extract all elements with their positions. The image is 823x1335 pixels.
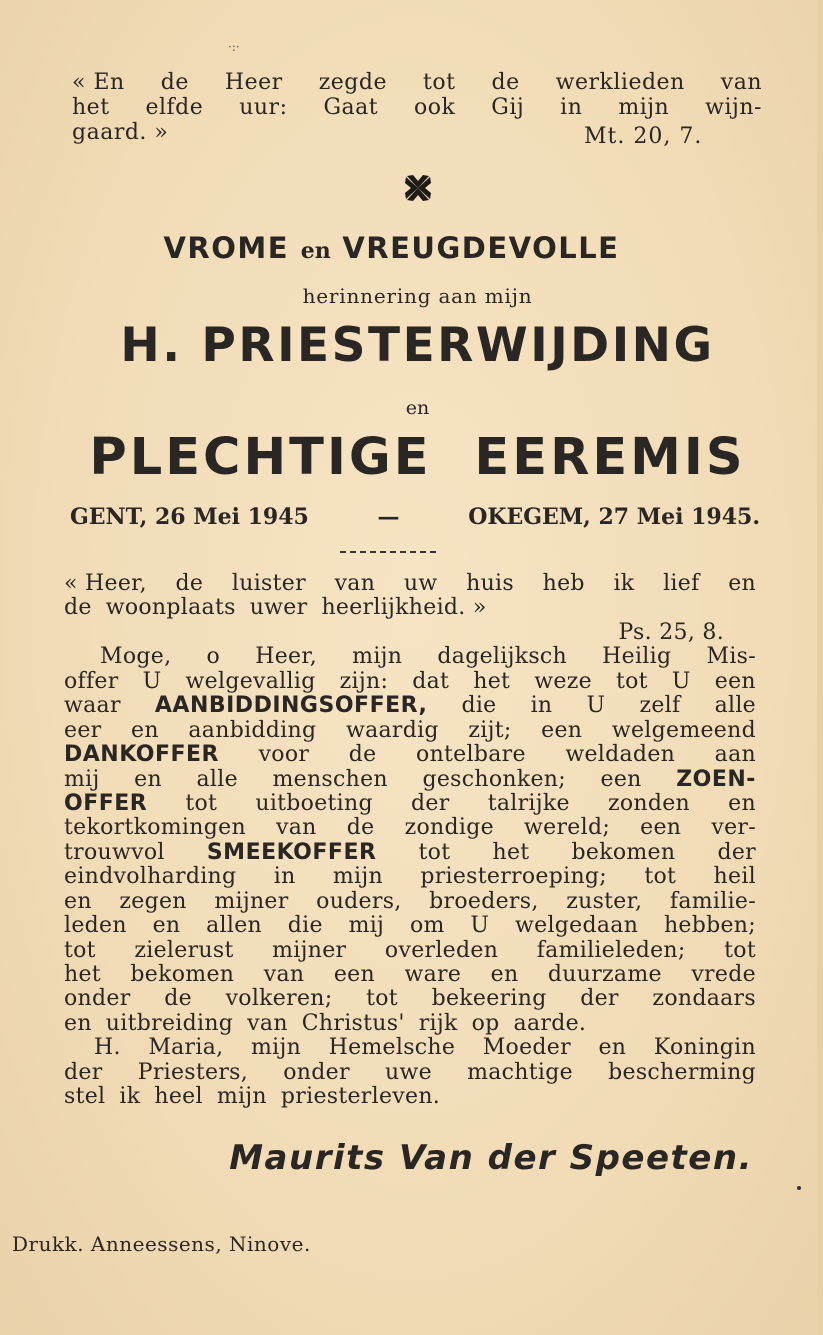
- word: mij: [64, 766, 100, 792]
- quote-word: het: [72, 95, 110, 120]
- word: en: [64, 888, 92, 914]
- word: uwe: [384, 1059, 432, 1085]
- word: zuster,: [566, 888, 643, 914]
- word: mij: [348, 913, 385, 939]
- word: familieleden;: [536, 937, 686, 963]
- text-line: [64, 792, 756, 816]
- word: mijn: [250, 1035, 302, 1061]
- word: rijk: [418, 1010, 458, 1036]
- word: Maria,: [148, 1035, 224, 1061]
- word: huis: [466, 571, 514, 596]
- word: en: [598, 1035, 627, 1061]
- signature: Maurits Van der Speeten.: [229, 1138, 753, 1178]
- word: het: [473, 668, 511, 694]
- quote-word: Gaat: [323, 95, 379, 120]
- word: tot: [615, 668, 648, 694]
- text-line: [64, 768, 756, 792]
- word: ouders,: [316, 888, 402, 914]
- quote-word: ook: [414, 95, 456, 120]
- word: Hemelsche: [328, 1035, 456, 1061]
- maltese-cross-icon: [402, 172, 434, 204]
- word: Priesters,: [137, 1059, 249, 1085]
- printer-credit: Drukk. Anneessens, Ninove.: [12, 1232, 311, 1256]
- word: « Heer,: [64, 571, 147, 596]
- word: tot: [724, 937, 756, 963]
- word: ik: [119, 1084, 141, 1110]
- quote-line: [72, 95, 762, 120]
- quote-line: [72, 70, 762, 95]
- word: het: [64, 962, 101, 987]
- word: aarde.: [513, 1010, 587, 1036]
- word: duurzame: [547, 962, 662, 987]
- text-line: [64, 865, 756, 889]
- divider-rule: [340, 551, 436, 553]
- word: der: [64, 1059, 103, 1085]
- word: onder: [64, 986, 131, 1012]
- quote-word: gaard. »: [72, 120, 169, 145]
- word: tot: [64, 937, 96, 963]
- word: woonplaats: [105, 595, 236, 621]
- word: ik: [613, 571, 635, 596]
- word: welgemeend: [611, 717, 756, 743]
- text-line: [64, 596, 756, 620]
- word: ver-: [711, 815, 756, 841]
- word: overleden: [384, 937, 499, 963]
- title-priesterwijding: H. PRIESTERWIJDING: [120, 318, 715, 373]
- word: waardig: [345, 717, 439, 743]
- text-line: [64, 1085, 756, 1109]
- word: en: [490, 962, 519, 987]
- text-line: [64, 841, 756, 865]
- word: tot: [185, 790, 218, 816]
- word: en: [131, 717, 159, 743]
- word: mijner: [214, 888, 289, 914]
- word: van: [263, 962, 305, 987]
- word: leden: [64, 913, 127, 939]
- word: U: [142, 668, 162, 694]
- word: de: [348, 742, 377, 768]
- word: Koningin: [653, 1035, 756, 1061]
- word: weze: [534, 668, 592, 694]
- quote-word: de: [491, 70, 520, 95]
- word: lief: [663, 571, 700, 596]
- word: in: [530, 693, 553, 719]
- word: welgevallig: [185, 668, 316, 694]
- quote-word: elfde: [145, 95, 204, 120]
- word: waar: [64, 693, 121, 719]
- word: dat: [412, 668, 450, 694]
- word: offer: [64, 668, 119, 694]
- print-speck: [797, 1186, 801, 1190]
- word: weldaden: [565, 742, 676, 768]
- word: de: [346, 815, 375, 841]
- quote-word: van: [720, 70, 762, 95]
- word: zondige: [404, 815, 494, 841]
- word: tot: [366, 986, 398, 1012]
- word: van: [334, 571, 376, 596]
- heading-vrome: [0, 231, 783, 265]
- word: trouwvol: [64, 839, 165, 865]
- text-line: [64, 939, 756, 963]
- text-line: [64, 1036, 756, 1060]
- heading-en-word: en: [300, 238, 331, 264]
- word: en: [728, 571, 756, 596]
- word: Moeder: [482, 1035, 571, 1061]
- word: zonden: [607, 790, 691, 816]
- emphasized-word: OFFER: [64, 790, 148, 816]
- word: U: [671, 668, 691, 694]
- word: om: [409, 913, 445, 939]
- word: van: [247, 1010, 288, 1036]
- word: hebben;: [663, 913, 756, 939]
- word: en: [728, 790, 756, 816]
- word: geschonken;: [422, 766, 566, 792]
- word: in: [273, 864, 296, 890]
- word: alle: [196, 766, 238, 792]
- word: die: [461, 693, 497, 719]
- word: onder: [283, 1059, 350, 1085]
- text-line: [64, 645, 756, 669]
- word: aan: [714, 742, 756, 768]
- text-line: [64, 1012, 756, 1036]
- word: menschen: [272, 766, 388, 792]
- word: dagelijksch: [437, 644, 568, 670]
- word: een: [333, 962, 375, 987]
- word: en: [152, 913, 181, 939]
- word: de: [164, 986, 192, 1012]
- word: wereld;: [524, 815, 611, 841]
- word: zielerust: [134, 937, 234, 963]
- text-line: [64, 621, 756, 645]
- quote-word: in: [560, 95, 583, 120]
- word: der: [580, 986, 619, 1012]
- word: U: [586, 693, 606, 719]
- quote-word: tot: [423, 70, 456, 95]
- word: de: [64, 595, 92, 621]
- text-line: [64, 743, 756, 767]
- text-line: [64, 670, 756, 694]
- prayer-text: [64, 572, 756, 1110]
- title-plechtige-eeremis: PLECHTIGE EEREMIS: [89, 428, 746, 487]
- quote-word: de: [160, 70, 189, 95]
- word: een: [640, 815, 682, 841]
- quote-word: uur:: [239, 95, 288, 120]
- ornament-dots: ·:·: [228, 40, 240, 54]
- word: der: [717, 839, 756, 865]
- word: uitboeting: [255, 790, 373, 816]
- word: voor: [258, 742, 310, 768]
- text-line: [64, 1061, 756, 1085]
- word: mijner: [272, 937, 347, 963]
- word: bekomen: [130, 962, 235, 987]
- word: uwer: [249, 595, 308, 621]
- text-line: [64, 987, 756, 1011]
- heading-herinnering: herinnering aan mijn: [302, 284, 533, 308]
- word: machtige: [467, 1059, 573, 1085]
- word: priesterroeping;: [420, 864, 608, 890]
- quote-word: werklieden: [555, 70, 685, 95]
- word: een: [541, 717, 583, 743]
- word: heb: [542, 571, 585, 596]
- text-line: [64, 694, 756, 718]
- word: zijn:: [339, 668, 389, 694]
- date-dash: —: [377, 504, 400, 530]
- word: bescherming: [608, 1059, 756, 1085]
- word: ware: [404, 962, 462, 987]
- word: Moge,: [100, 644, 172, 670]
- word: o: [206, 644, 221, 670]
- word: tot: [418, 839, 451, 865]
- word: familie-: [669, 888, 756, 914]
- word: broeders,: [429, 888, 539, 914]
- word: een: [714, 668, 756, 694]
- word: allen: [206, 913, 263, 939]
- text-line: [64, 890, 756, 914]
- date-okegem: OKEGEM, 27 Mei 1945.: [468, 504, 760, 530]
- word: heel: [154, 1084, 203, 1110]
- word: en: [134, 766, 162, 792]
- title-conjunction: en: [405, 397, 430, 419]
- word: aanbidding: [188, 717, 317, 743]
- word: talrijke: [487, 790, 570, 816]
- word: U: [470, 913, 490, 939]
- word: heil: [713, 864, 756, 890]
- word: priesterleven.: [280, 1084, 441, 1110]
- word: eindvolharding: [64, 864, 237, 890]
- word: die: [287, 913, 323, 939]
- text-line: [64, 572, 756, 596]
- word: zegen: [119, 888, 187, 914]
- heading-vrome-word: VROME: [163, 231, 290, 265]
- card-edge: [817, 0, 823, 1335]
- word: mijn: [216, 1084, 267, 1110]
- word: Heer,: [255, 644, 318, 670]
- word: vrede: [691, 962, 756, 987]
- quote-word: « En: [72, 70, 125, 95]
- word: H.: [94, 1035, 121, 1061]
- quote-word: wijn-: [705, 95, 762, 120]
- word: Ps. 25, 8.: [618, 619, 724, 645]
- emphasized-word: ZOEN-: [676, 766, 756, 792]
- word: van: [276, 815, 317, 841]
- word: op: [471, 1010, 500, 1036]
- word: heerlijkheid. »: [321, 595, 487, 621]
- word: der: [411, 790, 450, 816]
- word: stel: [64, 1084, 106, 1110]
- word: de: [175, 571, 204, 596]
- text-line: [64, 719, 756, 743]
- emphasized-word: SMEEKOFFER: [206, 839, 377, 865]
- emphasized-word: AANBIDDINGSOFFER,: [154, 693, 428, 719]
- quote-word: Gij: [491, 95, 525, 120]
- quote-word: zegde: [318, 70, 387, 95]
- word: bekomen: [571, 839, 676, 865]
- word: zondaars: [652, 986, 756, 1012]
- word: een: [600, 766, 642, 792]
- word: tot: [644, 864, 677, 890]
- word: uw: [403, 571, 438, 596]
- word: zelf: [639, 693, 681, 719]
- word: Christus': [301, 1010, 405, 1036]
- word: welgedaan: [515, 913, 639, 939]
- word: ontelbare: [416, 742, 526, 768]
- word: Mis-: [706, 644, 756, 670]
- word: bekeering: [431, 986, 547, 1012]
- date-line: [70, 504, 760, 530]
- word: het: [492, 839, 530, 865]
- word: uitbreiding: [105, 1010, 234, 1036]
- text-line: [64, 963, 756, 987]
- word: mijn: [352, 644, 403, 670]
- word: tekortkomingen: [64, 815, 246, 841]
- quote-word: Heer: [224, 70, 283, 95]
- word: zijt;: [468, 717, 512, 743]
- emphasized-word: DANKOFFER: [64, 742, 219, 768]
- text-line: [64, 914, 756, 938]
- heading-vreugdevolle-word: VREUGDEVOLLE: [342, 231, 620, 265]
- word: mijn: [332, 864, 383, 890]
- text-line: [64, 816, 756, 840]
- word: volkeren;: [225, 986, 333, 1012]
- opening-quote-reference: Mt. 20, 7.: [584, 124, 703, 149]
- word: luister: [231, 571, 306, 596]
- quote-word: mijn: [618, 95, 670, 120]
- word: alle: [714, 693, 756, 719]
- word: eer: [64, 717, 102, 743]
- word: Heilig: [602, 644, 672, 670]
- word: en: [64, 1010, 92, 1036]
- date-gent: GENT, 26 Mei 1945: [70, 504, 309, 530]
